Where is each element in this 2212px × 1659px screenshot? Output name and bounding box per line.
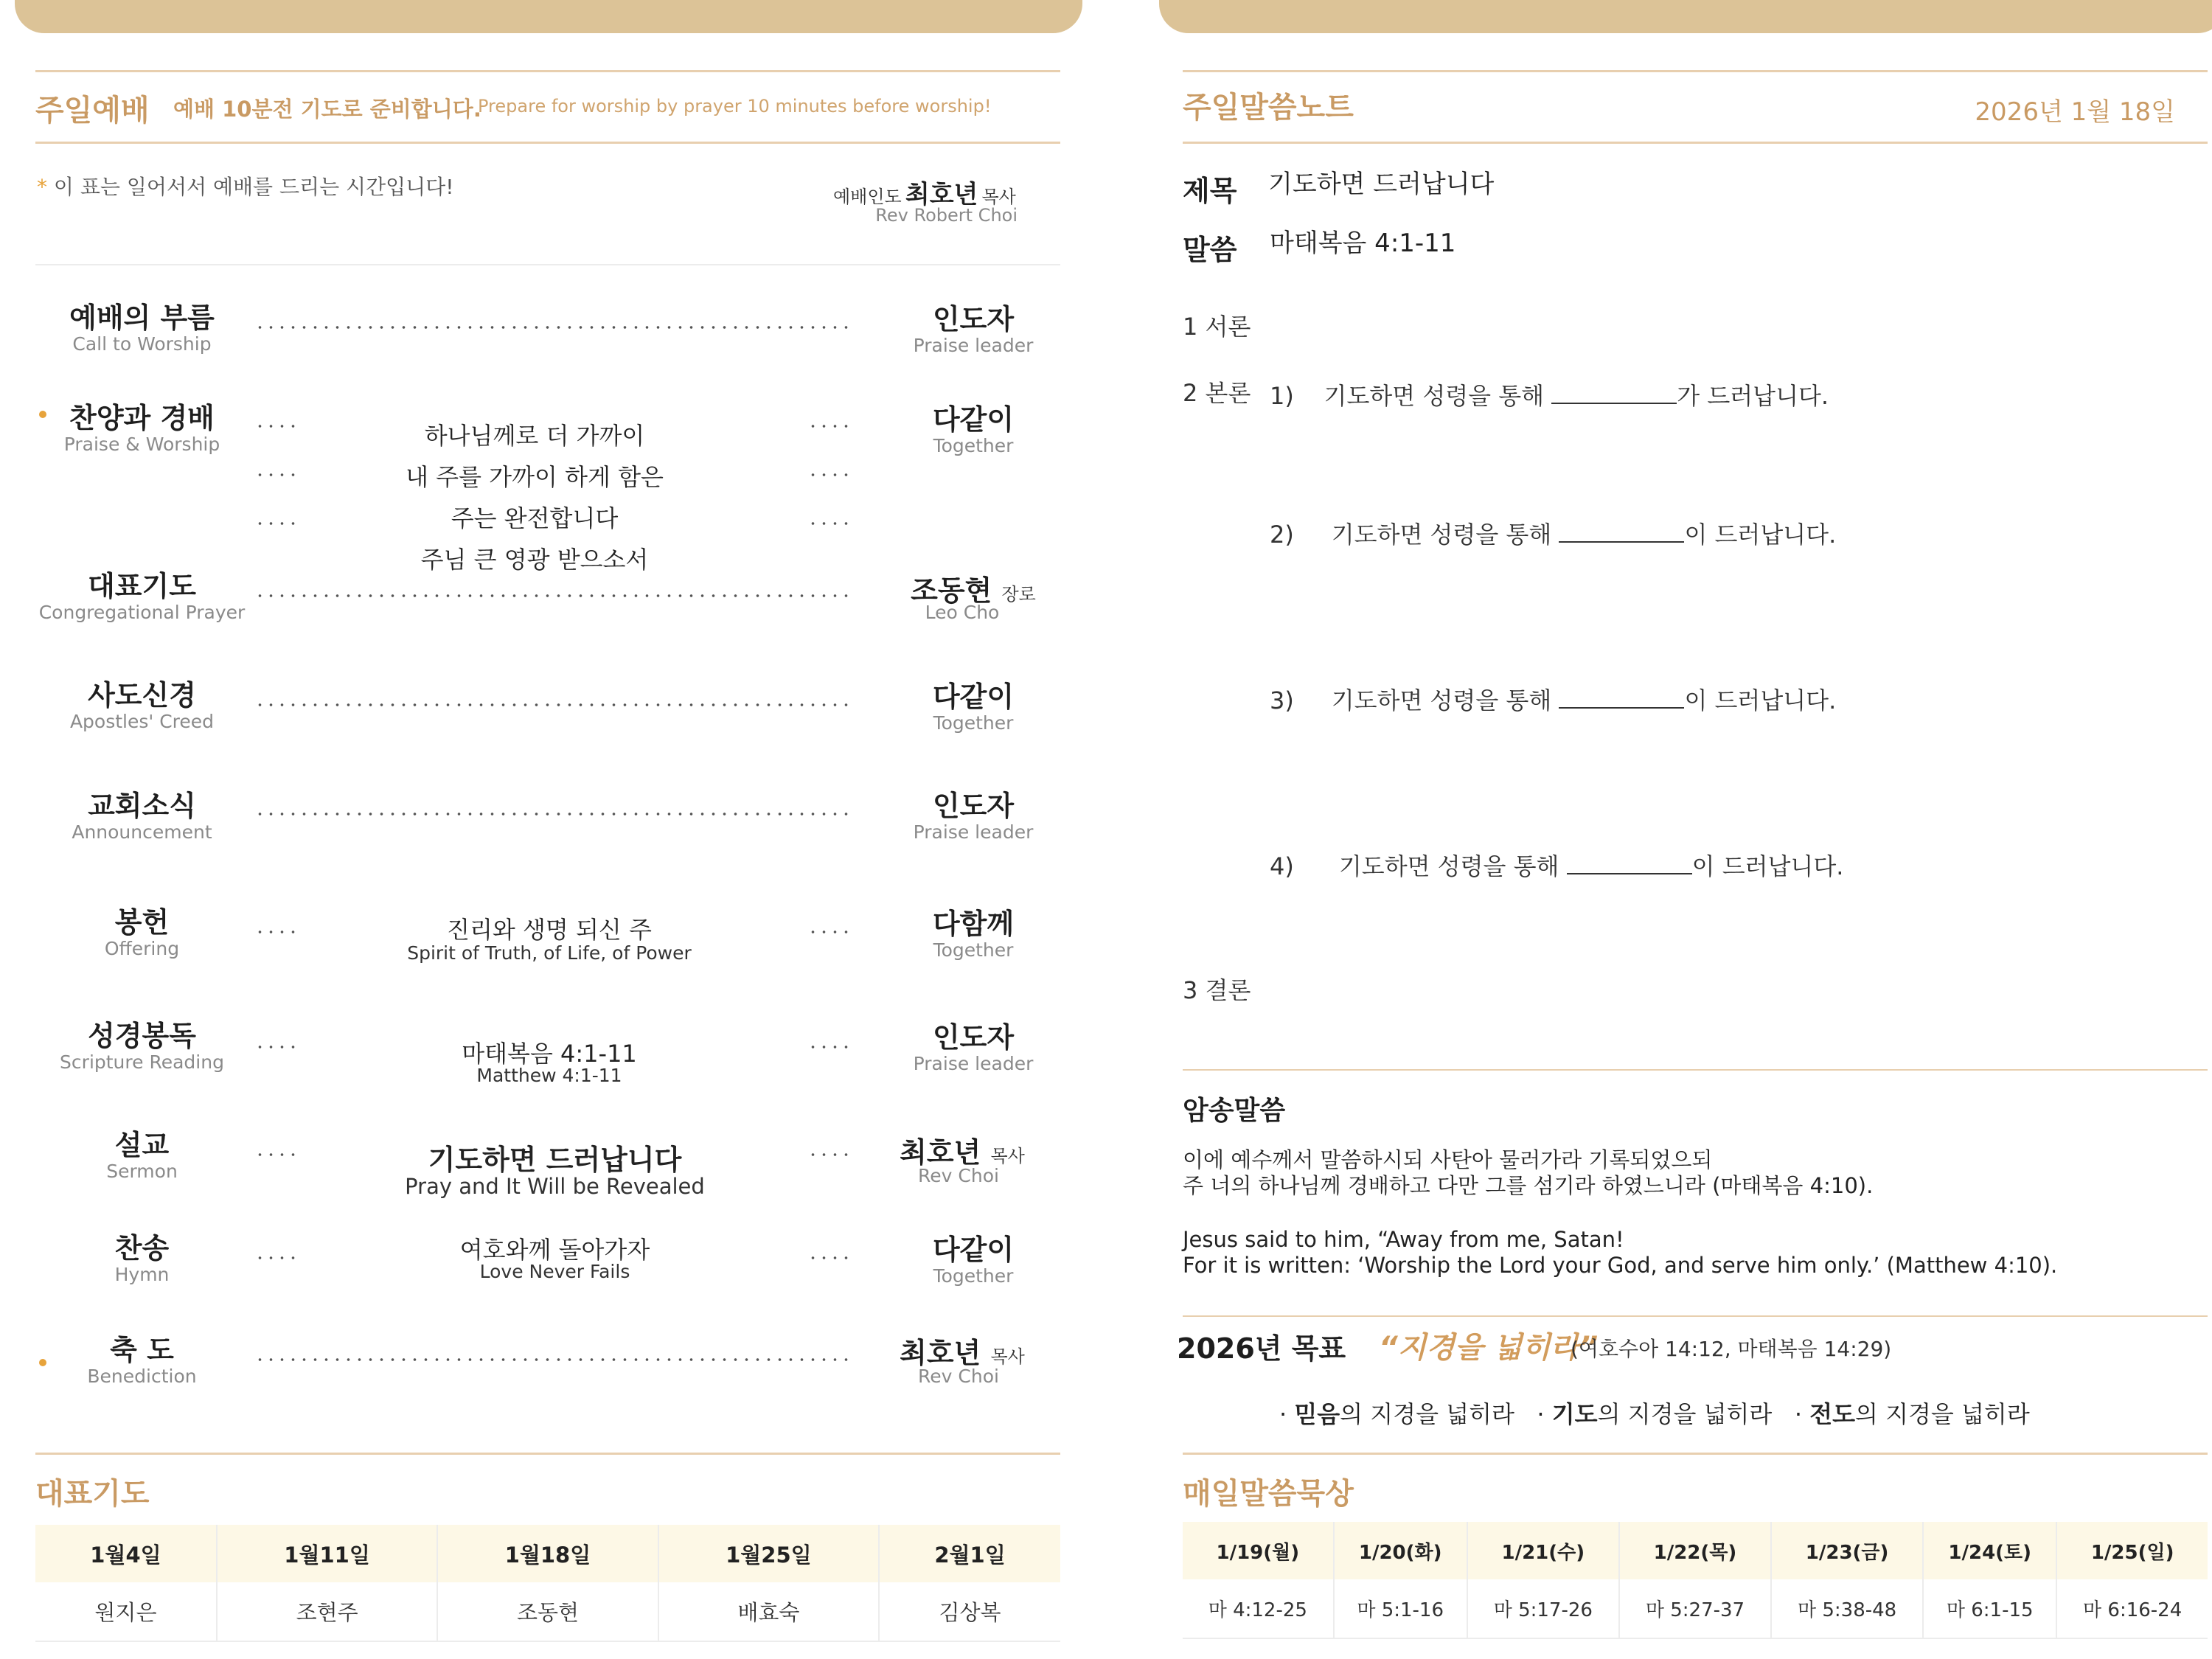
dot-leader: [254, 1046, 302, 1048]
dot-leader: [254, 1358, 855, 1361]
order-item-title: 성경봉독: [88, 1020, 196, 1052]
dot-leader: [254, 473, 302, 476]
table-cell: 1/22(목): [1619, 1522, 1771, 1579]
leader-name: 최호년: [905, 180, 978, 209]
star-icon: *: [37, 175, 47, 199]
closing-hymn-en: Love Never Fails: [479, 1261, 630, 1282]
table-cell: 조동현: [437, 1582, 658, 1641]
table-cell: 마 5:38-48: [1771, 1579, 1923, 1638]
order-item-subtitle: Sermon: [106, 1161, 178, 1182]
order-item-title: 대표기도: [88, 570, 196, 602]
dot-leader: [807, 425, 855, 428]
dot-leader: [254, 1256, 302, 1259]
goal-keyword: 전도: [1809, 1400, 1856, 1428]
outline-point: [1270, 682, 1836, 716]
goal-keyword: 믿음: [1294, 1400, 1340, 1428]
order-item-leader-en: Together: [933, 939, 1014, 961]
dot-leader: [254, 813, 855, 815]
order-item-subtitle: Call to Worship: [72, 333, 212, 355]
point-number: 4): [1270, 852, 1294, 880]
order-item-leader-en: Praise leader: [913, 1053, 1034, 1074]
table-cell: 마 5:17-26: [1467, 1579, 1619, 1638]
point-text: 기도하면 성령을 통해: [1331, 521, 1559, 549]
table-cell: 1/25(일): [2056, 1522, 2208, 1579]
outline-conclusion: 3 결론: [1183, 976, 1251, 1004]
point-number: 1): [1270, 382, 1294, 410]
goal-text: 의 지경을 넓히라: [1597, 1400, 1773, 1428]
goal-slogan: “지경을 넓히라”: [1379, 1331, 1599, 1365]
dot-leader: [807, 473, 855, 476]
sermon-title: 기도하면 드러납니다: [428, 1144, 682, 1176]
fill-blank: [1567, 873, 1692, 874]
prayer-schedule-title: 대표기도: [35, 1477, 150, 1511]
offering-hymn: 진리와 생명 되신 주: [447, 916, 652, 944]
table-cell: 1/21(수): [1467, 1522, 1619, 1579]
order-item-leader-en: Praise leader: [913, 335, 1034, 356]
table-cell: 1월25일: [658, 1525, 879, 1582]
worship-tagline-ko: 예배 10분전 기도로 준비합니다.: [173, 97, 481, 122]
order-item-leader-en: Together: [933, 435, 1014, 456]
dot-leader: [254, 594, 855, 597]
order-item-title: 설교: [114, 1129, 170, 1161]
fill-blank: [1551, 403, 1677, 404]
dot-leader: [254, 1153, 302, 1156]
order-item-leader-en: Praise leader: [913, 821, 1034, 843]
memory-verse-title: 암송말씀: [1183, 1096, 1286, 1126]
order-item-leader-en: Rev Choi: [918, 1165, 999, 1186]
dot-leader: [254, 931, 302, 933]
order-item-leader-en: Leo Cho: [925, 602, 1000, 623]
subject-value: 기도하면 드러납니다: [1268, 170, 1495, 199]
point-text: 기도하면 성령을 통해: [1324, 382, 1552, 410]
divider: [35, 1453, 1060, 1455]
top-banner-left: [15, 0, 1082, 33]
table-cell: 1/19(월): [1183, 1522, 1334, 1579]
order-item-title: 찬송: [114, 1232, 170, 1265]
praise-song: 주님 큰 영광 받으소서: [420, 546, 649, 574]
goal-keyword: 기도: [1551, 1400, 1598, 1428]
praise-song: 주는 완전합니다: [451, 504, 619, 532]
order-item-title: 사도신경: [88, 679, 196, 712]
point-text: 기도하면 성령을 통해: [1338, 852, 1567, 880]
order-item-leader: 다같이: [932, 1234, 1015, 1266]
table-cell: 1/20(화): [1334, 1522, 1467, 1579]
dot-leader: [254, 425, 302, 428]
point-text-end: 이 드러납니다.: [1684, 686, 1837, 714]
order-item-subtitle: Benediction: [87, 1366, 197, 1387]
leader-name: 최호년: [900, 1337, 981, 1369]
order-item-title: 교회소식: [88, 790, 196, 822]
order-item-title: 봉헌: [114, 906, 170, 939]
table-cell: 1/23(금): [1771, 1522, 1923, 1579]
divider: [1183, 1069, 2208, 1071]
order-item-subtitle: Apostles' Creed: [69, 711, 215, 732]
order-item-leader-en: Together: [933, 712, 1014, 734]
dot-leader: [807, 1256, 855, 1259]
order-item-subtitle: Offering: [104, 938, 180, 959]
scripture-label: 말씀: [1183, 234, 1237, 266]
dot-leader: [807, 522, 855, 525]
memory-verse-en-1: Jesus said to him, “Away from me, Satan!: [1183, 1227, 1624, 1252]
memory-verse-ko-2: 주 너의 하나님께 경배하고 다만 그를 섬기라 하였느니라 (마태복음 4:10).: [1183, 1173, 1874, 1198]
dot-leader: [254, 522, 302, 525]
fill-blank: [1559, 541, 1684, 543]
worship-title: 주일예배: [35, 94, 150, 128]
top-banner-right: [1159, 0, 2212, 33]
outline-body-label: 2 본론: [1183, 379, 1251, 407]
leader-title: 목사: [990, 1146, 1025, 1166]
scripture-reading-en: Matthew 4:1-11: [476, 1065, 622, 1086]
order-item-leader-en: Together: [933, 1265, 1014, 1287]
outline-point: [1270, 848, 1843, 882]
dot-leader: [807, 1046, 855, 1048]
divider: [1183, 142, 2208, 144]
table-cell: 김상복: [879, 1582, 1060, 1641]
order-item-subtitle: Praise & Worship: [63, 434, 220, 455]
table-header-row: [1183, 1522, 2208, 1579]
point-number: 2): [1270, 521, 1294, 549]
worship-tagline-en: Prepare for worship by prayer 10 minutes before worship!: [478, 96, 992, 116]
divider: [1183, 1453, 2208, 1455]
order-item-leader: [874, 1130, 1051, 1170]
leader-prefix: 예배인도: [833, 187, 902, 207]
point-text-end: 이 드러납니다.: [1684, 521, 1837, 549]
outline-point: [1270, 516, 1836, 550]
memory-verse-en-2: For it is written: ‘Worship the Lord your God, and serve him only.’ (Matthew 4:10).: [1183, 1253, 2058, 1278]
memory-verse-ko-1: 이에 예수께서 말씀하시되 사탄아 물러가라 기록되었으되: [1183, 1147, 1713, 1172]
goal-items: [1279, 1396, 2030, 1430]
sermon-notes-title: 주일말씀노트: [1183, 91, 1354, 125]
dot-leader: [807, 931, 855, 933]
praise-song: 내 주를 가까이 하게 함은: [406, 463, 664, 491]
notes-date: 2026년 1월 18일: [1975, 97, 2175, 127]
goal-title: 2026년 목표: [1177, 1332, 1346, 1365]
divider: [1183, 70, 2208, 72]
order-item-leader: 다같이: [932, 681, 1015, 713]
order-item-leader: 다같이: [932, 403, 1015, 436]
order-item-title: 축 도: [110, 1334, 174, 1366]
table-cell: 마 5:1-16: [1334, 1579, 1467, 1638]
table-cell: 1월11일: [217, 1525, 437, 1582]
point-text-end: 이 드러납니다.: [1691, 852, 1844, 880]
order-item-title: 예배의 부름: [69, 302, 215, 334]
order-item-subtitle: Announcement: [72, 821, 212, 843]
point-text: 기도하면 성령을 통해: [1331, 686, 1559, 714]
point-number: 3): [1270, 686, 1294, 714]
scripture-value: 마태복음 4:1-11: [1270, 229, 1456, 258]
order-item-leader: [874, 1330, 1051, 1371]
goal-refs: (여호수아 14:12, 마태복음 14:29): [1571, 1337, 1892, 1361]
table-cell: 2월1일: [879, 1525, 1060, 1582]
goal-item: · 믿음의 지경을 넓히라: [1279, 1400, 1514, 1428]
order-item-title: 찬양과 경배: [69, 402, 215, 434]
prayer-schedule-table: [35, 1525, 1060, 1642]
fill-blank: [1559, 707, 1684, 709]
dot-leader: [254, 326, 855, 329]
table-cell: 마 5:27-37: [1619, 1579, 1771, 1638]
order-item-leader: 인도자: [932, 1021, 1015, 1054]
leader-name: 조동현: [911, 574, 992, 607]
table-cell: 마 6:16-24: [2056, 1579, 2208, 1638]
table-header-row: [35, 1525, 1060, 1582]
table-cell: 마 6:1-15: [1923, 1579, 2056, 1638]
sermon-title-en: Pray and It Will be Revealed: [405, 1174, 705, 1199]
table-row: [1183, 1579, 2208, 1638]
standing-note-text: 이 표는 일어서서 예배를 드리는 시간입니다!: [53, 175, 454, 199]
table-cell: 마 4:12-25: [1183, 1579, 1334, 1638]
order-item-subtitle: Hymn: [114, 1264, 170, 1285]
table-row: [35, 1582, 1060, 1641]
table-cell: 1/24(토): [1923, 1522, 2056, 1579]
daily-devotion-title: 매일말씀묵상: [1183, 1477, 1354, 1511]
dot-leader: [254, 703, 855, 706]
point-text-end: 가 드러납니다.: [1677, 382, 1829, 410]
closing-hymn: 여호와께 돌아가자: [459, 1236, 650, 1264]
goal-text: 의 지경을 넓히라: [1340, 1400, 1514, 1428]
order-item-leader: 인도자: [932, 790, 1015, 822]
praise-song: 하나님께로 더 가까이: [424, 422, 645, 450]
offering-hymn-en: Spirit of Truth, of Life, of Power: [407, 942, 692, 964]
outline-intro: 1 서론: [1183, 313, 1251, 341]
divider: [35, 70, 1060, 72]
leader-title: 목사: [981, 187, 1016, 207]
table-cell: 1월4일: [35, 1525, 217, 1582]
dot-leader: [807, 1153, 855, 1156]
divider: [35, 142, 1060, 144]
divider: [35, 264, 1060, 265]
order-item-subtitle: Congregational Prayer: [38, 602, 246, 623]
leader-title: 목사: [990, 1346, 1025, 1367]
order-item-leader: 다함께: [932, 908, 1015, 940]
goal-item: · 전도의 지경을 넓히라: [1794, 1400, 2030, 1428]
daily-devotion-table: [1183, 1522, 2208, 1639]
standing-note: [37, 171, 454, 201]
leader-title: 장로: [1001, 584, 1036, 605]
scripture-reading: 마태복음 4:1-11: [462, 1040, 637, 1068]
table-cell: 원지은: [35, 1582, 217, 1641]
order-item-leader: 인도자: [932, 303, 1015, 335]
table-cell: 배효숙: [658, 1582, 879, 1641]
order-item-leader-en: Rev Choi: [918, 1366, 999, 1387]
table-cell: 1월18일: [437, 1525, 658, 1582]
goal-item: · 기도의 지경을 넓히라: [1537, 1400, 1773, 1428]
table-cell: 조현주: [217, 1582, 437, 1641]
divider: [1183, 1315, 2208, 1317]
subject-label: 제목: [1183, 175, 1237, 207]
leader-name: 최호년: [900, 1136, 981, 1169]
goal-text: 의 지경을 넓히라: [1855, 1400, 2030, 1428]
order-item-subtitle: Scripture Reading: [60, 1051, 224, 1073]
leader-en: Rev Robert Choi: [875, 205, 1018, 226]
outline-point: [1270, 378, 1829, 411]
